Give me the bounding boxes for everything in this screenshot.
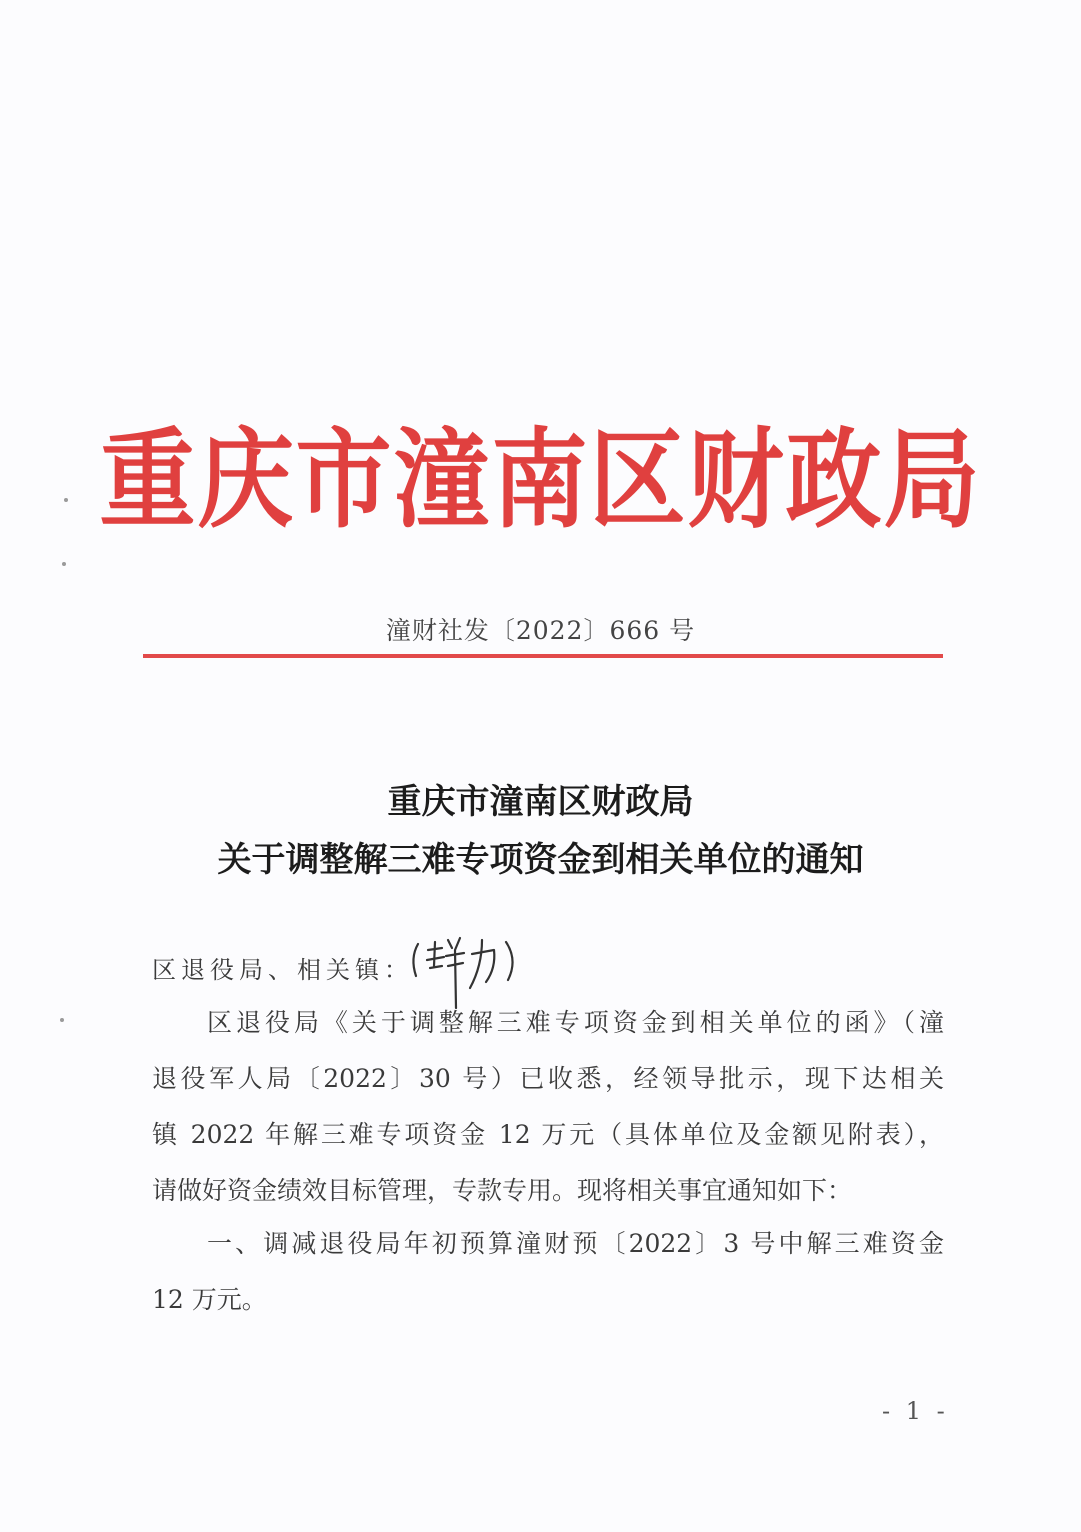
page-number: - 1 - [882, 1397, 949, 1425]
masthead-title: 重庆市潼南区财政局 [99, 417, 982, 543]
scan-speck [62, 562, 66, 566]
body-paragraph-2 [152, 1216, 944, 1328]
body-line: 退役军人局〔2022〕30 号）已收悉，经领导批示，现下达相关 [152, 1064, 944, 1093]
scan-speck [60, 1018, 64, 1022]
notice-title-line-1: 重庆市潼南区财政局 [387, 782, 694, 822]
body-line: 请做好资金绩效目标管理，专款专用。现将相关事宜通知如下： [152, 1176, 853, 1205]
body-line: 一、调减退役局年初预算潼财预〔2022〕3 号中解三难资金 [207, 1229, 944, 1258]
body-line: 12 万元。 [152, 1285, 267, 1314]
red-divider-rule [143, 654, 943, 658]
notice-title-line-2: 关于调整解三难专项资金到相关单位的通知 [217, 840, 864, 880]
body-line: 区退役局《关于调整解三难专项资金到相关单位的函》（潼 [207, 1008, 944, 1037]
document-number: 潼财社发〔2022〕666 号 [385, 616, 696, 645]
scan-speck [64, 498, 68, 502]
body-paragraph-1 [152, 995, 944, 1219]
body-line: 镇 2022 年解三难专项资金 12 万元（具体单位及金额见附表）， [152, 1120, 944, 1149]
salutation: 区退役局、相关镇： [152, 956, 413, 984]
